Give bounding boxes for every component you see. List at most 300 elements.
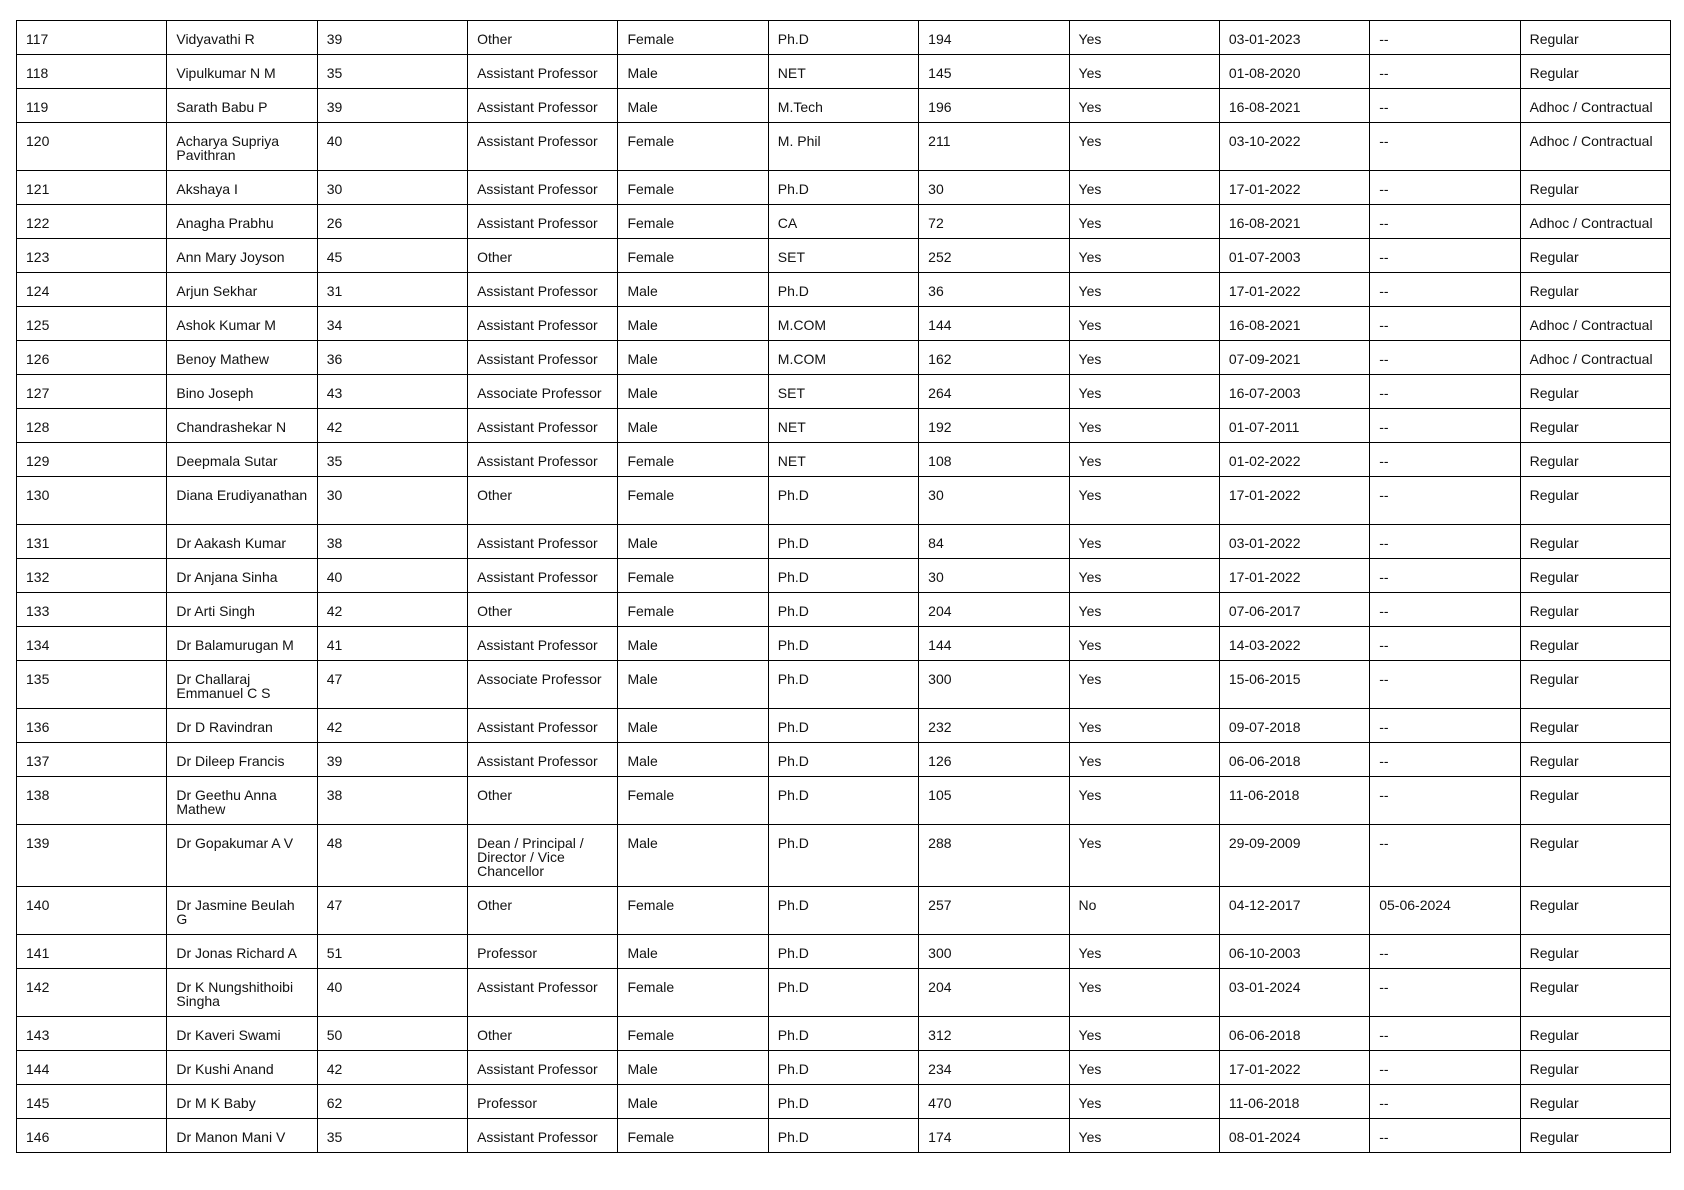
cell-currently-working: Yes — [1069, 239, 1219, 273]
cell-designation: Dean / Principal / Director / Vice Chancellor — [468, 825, 618, 887]
table-row — [17, 743, 1671, 777]
cell-currently-working: Yes — [1069, 743, 1219, 777]
table-row — [17, 477, 1671, 525]
cell-leaving-date: -- — [1370, 307, 1520, 341]
cell-name: Dr Jasmine Beulah G — [167, 887, 317, 935]
cell-age: 42 — [317, 593, 467, 627]
cell-gender: Male — [618, 709, 768, 743]
cell-joining-date: 16-08-2021 — [1219, 89, 1369, 123]
faculty-table-body — [17, 21, 1671, 1153]
cell-age: 39 — [317, 743, 467, 777]
cell-experience-months: 232 — [919, 709, 1069, 743]
cell-joining-date: 03-01-2023 — [1219, 21, 1369, 55]
table-row — [17, 935, 1671, 969]
cell-designation: Associate Professor — [468, 375, 618, 409]
cell-leaving-date: -- — [1370, 1017, 1520, 1051]
cell-name: Acharya Supriya Pavithran — [167, 123, 317, 171]
document-page — [16, 20, 1670, 1153]
cell-gender: Female — [618, 171, 768, 205]
table-row — [17, 593, 1671, 627]
cell-currently-working: Yes — [1069, 559, 1219, 593]
cell-name: Ann Mary Joyson — [167, 239, 317, 273]
cell-name: Ashok Kumar M — [167, 307, 317, 341]
cell-currently-working: Yes — [1069, 171, 1219, 205]
cell-currently-working: Yes — [1069, 123, 1219, 171]
cell-age: 47 — [317, 887, 467, 935]
cell-currently-working: Yes — [1069, 341, 1219, 375]
cell-gender: Male — [618, 409, 768, 443]
cell-experience-months: 30 — [919, 171, 1069, 205]
cell-appointment-type: Regular — [1520, 969, 1670, 1017]
cell-designation: Assistant Professor — [468, 409, 618, 443]
cell-qualification: Ph.D — [768, 273, 918, 307]
cell-qualification: Ph.D — [768, 1119, 918, 1153]
table-row — [17, 709, 1671, 743]
cell-designation: Assistant Professor — [468, 969, 618, 1017]
cell-currently-working: Yes — [1069, 709, 1219, 743]
table-row — [17, 525, 1671, 559]
cell-appointment-type: Regular — [1520, 661, 1670, 709]
cell-qualification: Ph.D — [768, 477, 918, 525]
cell-name: Dr Gopakumar A V — [167, 825, 317, 887]
table-row — [17, 239, 1671, 273]
cell-joining-date: 03-10-2022 — [1219, 123, 1369, 171]
cell-gender: Male — [618, 627, 768, 661]
cell-serial-no: 146 — [17, 1119, 167, 1153]
faculty-table — [16, 20, 1671, 1153]
cell-experience-months: 145 — [919, 55, 1069, 89]
cell-currently-working: Yes — [1069, 55, 1219, 89]
cell-age: 42 — [317, 709, 467, 743]
cell-experience-months: 144 — [919, 627, 1069, 661]
cell-gender: Male — [618, 1085, 768, 1119]
cell-serial-no: 139 — [17, 825, 167, 887]
cell-qualification: M.Tech — [768, 89, 918, 123]
cell-name: Dr Challaraj Emmanuel C S — [167, 661, 317, 709]
cell-leaving-date: -- — [1370, 273, 1520, 307]
cell-qualification: M.COM — [768, 307, 918, 341]
table-row — [17, 375, 1671, 409]
cell-age: 35 — [317, 55, 467, 89]
cell-serial-no: 129 — [17, 443, 167, 477]
cell-experience-months: 30 — [919, 477, 1069, 525]
cell-qualification: SET — [768, 239, 918, 273]
table-row — [17, 1051, 1671, 1085]
cell-experience-months: 204 — [919, 969, 1069, 1017]
cell-qualification: Ph.D — [768, 709, 918, 743]
cell-joining-date: 03-01-2024 — [1219, 969, 1369, 1017]
table-row — [17, 559, 1671, 593]
cell-gender: Female — [618, 559, 768, 593]
cell-qualification: Ph.D — [768, 743, 918, 777]
cell-leaving-date: -- — [1370, 559, 1520, 593]
cell-experience-months: 204 — [919, 593, 1069, 627]
table-row — [17, 627, 1671, 661]
cell-appointment-type: Regular — [1520, 1085, 1670, 1119]
table-row — [17, 409, 1671, 443]
cell-age: 42 — [317, 409, 467, 443]
cell-joining-date: 11-06-2018 — [1219, 777, 1369, 825]
cell-designation: Assistant Professor — [468, 1051, 618, 1085]
cell-gender: Female — [618, 21, 768, 55]
cell-age: 45 — [317, 239, 467, 273]
cell-appointment-type: Regular — [1520, 171, 1670, 205]
cell-leaving-date: -- — [1370, 171, 1520, 205]
cell-age: 38 — [317, 525, 467, 559]
cell-serial-no: 141 — [17, 935, 167, 969]
cell-designation: Assistant Professor — [468, 443, 618, 477]
cell-designation: Assistant Professor — [468, 307, 618, 341]
cell-designation: Assistant Professor — [468, 273, 618, 307]
cell-designation: Assistant Professor — [468, 743, 618, 777]
cell-leaving-date: -- — [1370, 341, 1520, 375]
cell-experience-months: 288 — [919, 825, 1069, 887]
cell-gender: Female — [618, 123, 768, 171]
cell-experience-months: 196 — [919, 89, 1069, 123]
cell-experience-months: 105 — [919, 777, 1069, 825]
cell-leaving-date: -- — [1370, 21, 1520, 55]
cell-currently-working: Yes — [1069, 593, 1219, 627]
cell-gender: Female — [618, 239, 768, 273]
cell-leaving-date: -- — [1370, 969, 1520, 1017]
cell-serial-no: 134 — [17, 627, 167, 661]
cell-joining-date: 01-02-2022 — [1219, 443, 1369, 477]
cell-age: 40 — [317, 559, 467, 593]
cell-currently-working: Yes — [1069, 935, 1219, 969]
cell-currently-working: Yes — [1069, 969, 1219, 1017]
cell-experience-months: 192 — [919, 409, 1069, 443]
cell-appointment-type: Adhoc / Contractual — [1520, 123, 1670, 171]
cell-designation: Assistant Professor — [468, 709, 618, 743]
cell-qualification: Ph.D — [768, 627, 918, 661]
cell-appointment-type: Regular — [1520, 887, 1670, 935]
cell-leaving-date: -- — [1370, 409, 1520, 443]
cell-designation: Associate Professor — [468, 661, 618, 709]
cell-name: Anagha Prabhu — [167, 205, 317, 239]
cell-leaving-date: -- — [1370, 55, 1520, 89]
cell-qualification: Ph.D — [768, 661, 918, 709]
cell-age: 40 — [317, 123, 467, 171]
cell-designation: Assistant Professor — [468, 205, 618, 239]
cell-age: 35 — [317, 443, 467, 477]
cell-currently-working: Yes — [1069, 205, 1219, 239]
cell-leaving-date: -- — [1370, 477, 1520, 525]
cell-gender: Male — [618, 341, 768, 375]
cell-gender: Female — [618, 477, 768, 525]
cell-age: 48 — [317, 825, 467, 887]
cell-currently-working: Yes — [1069, 375, 1219, 409]
cell-joining-date: 09-07-2018 — [1219, 709, 1369, 743]
cell-serial-no: 118 — [17, 55, 167, 89]
cell-currently-working: Yes — [1069, 1085, 1219, 1119]
cell-experience-months: 36 — [919, 273, 1069, 307]
cell-qualification: Ph.D — [768, 21, 918, 55]
cell-joining-date: 17-01-2022 — [1219, 559, 1369, 593]
cell-currently-working: Yes — [1069, 1119, 1219, 1153]
cell-currently-working: Yes — [1069, 1017, 1219, 1051]
cell-age: 50 — [317, 1017, 467, 1051]
cell-serial-no: 143 — [17, 1017, 167, 1051]
table-row — [17, 1085, 1671, 1119]
cell-name: Dr D Ravindran — [167, 709, 317, 743]
cell-designation: Assistant Professor — [468, 341, 618, 375]
cell-qualification: Ph.D — [768, 825, 918, 887]
cell-age: 41 — [317, 627, 467, 661]
cell-gender: Male — [618, 525, 768, 559]
cell-name: Dr Manon Mani V — [167, 1119, 317, 1153]
cell-appointment-type: Regular — [1520, 777, 1670, 825]
table-row — [17, 887, 1671, 935]
cell-age: 62 — [317, 1085, 467, 1119]
cell-serial-no: 138 — [17, 777, 167, 825]
cell-serial-no: 131 — [17, 525, 167, 559]
cell-experience-months: 252 — [919, 239, 1069, 273]
cell-designation: Assistant Professor — [468, 123, 618, 171]
cell-gender: Male — [618, 89, 768, 123]
cell-name: Dr Dileep Francis — [167, 743, 317, 777]
cell-leaving-date: -- — [1370, 825, 1520, 887]
cell-currently-working: Yes — [1069, 273, 1219, 307]
table-row — [17, 1017, 1671, 1051]
cell-joining-date: 08-01-2024 — [1219, 1119, 1369, 1153]
cell-serial-no: 126 — [17, 341, 167, 375]
cell-leaving-date: -- — [1370, 205, 1520, 239]
cell-age: 36 — [317, 341, 467, 375]
cell-currently-working: Yes — [1069, 627, 1219, 661]
cell-designation: Assistant Professor — [468, 525, 618, 559]
cell-joining-date: 11-06-2018 — [1219, 1085, 1369, 1119]
cell-name: Sarath Babu P — [167, 89, 317, 123]
cell-age: 42 — [317, 1051, 467, 1085]
cell-appointment-type: Regular — [1520, 273, 1670, 307]
cell-serial-no: 120 — [17, 123, 167, 171]
cell-currently-working: Yes — [1069, 661, 1219, 709]
cell-currently-working: Yes — [1069, 477, 1219, 525]
cell-age: 30 — [317, 477, 467, 525]
cell-appointment-type: Regular — [1520, 825, 1670, 887]
cell-appointment-type: Regular — [1520, 409, 1670, 443]
cell-designation: Professor — [468, 1085, 618, 1119]
cell-age: 31 — [317, 273, 467, 307]
cell-appointment-type: Adhoc / Contractual — [1520, 341, 1670, 375]
cell-gender: Male — [618, 273, 768, 307]
cell-appointment-type: Regular — [1520, 593, 1670, 627]
cell-experience-months: 300 — [919, 661, 1069, 709]
cell-qualification: CA — [768, 205, 918, 239]
table-row — [17, 171, 1671, 205]
cell-designation: Assistant Professor — [468, 559, 618, 593]
cell-age: 35 — [317, 1119, 467, 1153]
cell-currently-working: Yes — [1069, 443, 1219, 477]
cell-name: Akshaya I — [167, 171, 317, 205]
cell-experience-months: 174 — [919, 1119, 1069, 1153]
cell-experience-months: 211 — [919, 123, 1069, 171]
cell-joining-date: 16-08-2021 — [1219, 307, 1369, 341]
cell-name: Dr Aakash Kumar — [167, 525, 317, 559]
cell-gender: Male — [618, 55, 768, 89]
cell-name: Vipulkumar N M — [167, 55, 317, 89]
cell-joining-date: 16-08-2021 — [1219, 205, 1369, 239]
cell-experience-months: 84 — [919, 525, 1069, 559]
cell-gender: Male — [618, 375, 768, 409]
cell-name: Dr Jonas Richard A — [167, 935, 317, 969]
cell-leaving-date: 05-06-2024 — [1370, 887, 1520, 935]
cell-joining-date: 03-01-2022 — [1219, 525, 1369, 559]
cell-joining-date: 17-01-2022 — [1219, 273, 1369, 307]
cell-appointment-type: Regular — [1520, 1017, 1670, 1051]
cell-serial-no: 121 — [17, 171, 167, 205]
cell-qualification: Ph.D — [768, 935, 918, 969]
cell-qualification: Ph.D — [768, 1085, 918, 1119]
cell-leaving-date: -- — [1370, 89, 1520, 123]
cell-name: Arjun Sekhar — [167, 273, 317, 307]
cell-serial-no: 145 — [17, 1085, 167, 1119]
cell-gender: Male — [618, 1051, 768, 1085]
cell-serial-no: 124 — [17, 273, 167, 307]
cell-currently-working: Yes — [1069, 307, 1219, 341]
cell-serial-no: 127 — [17, 375, 167, 409]
cell-leaving-date: -- — [1370, 593, 1520, 627]
cell-qualification: Ph.D — [768, 525, 918, 559]
cell-serial-no: 119 — [17, 89, 167, 123]
cell-joining-date: 06-06-2018 — [1219, 743, 1369, 777]
cell-appointment-type: Regular — [1520, 709, 1670, 743]
cell-joining-date: 01-07-2011 — [1219, 409, 1369, 443]
cell-designation: Assistant Professor — [468, 171, 618, 205]
cell-joining-date: 06-06-2018 — [1219, 1017, 1369, 1051]
cell-leaving-date: -- — [1370, 627, 1520, 661]
cell-experience-months: 257 — [919, 887, 1069, 935]
cell-name: Diana Erudiyanathan — [167, 477, 317, 525]
cell-serial-no: 128 — [17, 409, 167, 443]
cell-joining-date: 15-06-2015 — [1219, 661, 1369, 709]
cell-experience-months: 264 — [919, 375, 1069, 409]
cell-gender: Female — [618, 1017, 768, 1051]
table-row — [17, 273, 1671, 307]
cell-serial-no: 137 — [17, 743, 167, 777]
cell-joining-date: 14-03-2022 — [1219, 627, 1369, 661]
cell-age: 51 — [317, 935, 467, 969]
cell-serial-no: 135 — [17, 661, 167, 709]
cell-experience-months: 126 — [919, 743, 1069, 777]
cell-qualification: Ph.D — [768, 887, 918, 935]
cell-name: Dr Arti Singh — [167, 593, 317, 627]
cell-experience-months: 72 — [919, 205, 1069, 239]
cell-appointment-type: Regular — [1520, 559, 1670, 593]
cell-age: 26 — [317, 205, 467, 239]
cell-age: 30 — [317, 171, 467, 205]
cell-qualification: SET — [768, 375, 918, 409]
cell-qualification: Ph.D — [768, 777, 918, 825]
cell-currently-working: Yes — [1069, 825, 1219, 887]
cell-joining-date: 01-07-2003 — [1219, 239, 1369, 273]
cell-appointment-type: Regular — [1520, 627, 1670, 661]
cell-age: 40 — [317, 969, 467, 1017]
cell-experience-months: 300 — [919, 935, 1069, 969]
cell-serial-no: 122 — [17, 205, 167, 239]
cell-appointment-type: Regular — [1520, 477, 1670, 525]
table-row — [17, 825, 1671, 887]
cell-serial-no: 140 — [17, 887, 167, 935]
cell-qualification: NET — [768, 55, 918, 89]
cell-appointment-type: Regular — [1520, 375, 1670, 409]
cell-age: 38 — [317, 777, 467, 825]
cell-serial-no: 130 — [17, 477, 167, 525]
cell-name: Vidyavathi R — [167, 21, 317, 55]
cell-qualification: Ph.D — [768, 171, 918, 205]
table-row — [17, 661, 1671, 709]
cell-name: Dr K Nungshithoibi Singha — [167, 969, 317, 1017]
cell-gender: Male — [618, 661, 768, 709]
cell-experience-months: 108 — [919, 443, 1069, 477]
cell-leaving-date: -- — [1370, 935, 1520, 969]
cell-appointment-type: Regular — [1520, 21, 1670, 55]
cell-designation: Assistant Professor — [468, 1119, 618, 1153]
cell-currently-working: Yes — [1069, 89, 1219, 123]
cell-experience-months: 470 — [919, 1085, 1069, 1119]
cell-name: Deepmala Sutar — [167, 443, 317, 477]
cell-designation: Other — [468, 477, 618, 525]
cell-designation: Assistant Professor — [468, 55, 618, 89]
cell-gender: Male — [618, 307, 768, 341]
cell-name: Bino Joseph — [167, 375, 317, 409]
cell-leaving-date: -- — [1370, 661, 1520, 709]
cell-appointment-type: Regular — [1520, 1051, 1670, 1085]
cell-appointment-type: Adhoc / Contractual — [1520, 89, 1670, 123]
table-row — [17, 443, 1671, 477]
cell-leaving-date: -- — [1370, 1119, 1520, 1153]
cell-serial-no: 144 — [17, 1051, 167, 1085]
cell-designation: Assistant Professor — [468, 89, 618, 123]
cell-joining-date: 07-06-2017 — [1219, 593, 1369, 627]
cell-joining-date: 17-01-2022 — [1219, 171, 1369, 205]
cell-age: 47 — [317, 661, 467, 709]
cell-joining-date: 04-12-2017 — [1219, 887, 1369, 935]
cell-appointment-type: Regular — [1520, 239, 1670, 273]
cell-currently-working: No — [1069, 887, 1219, 935]
cell-leaving-date: -- — [1370, 743, 1520, 777]
cell-gender: Male — [618, 825, 768, 887]
table-row — [17, 89, 1671, 123]
cell-leaving-date: -- — [1370, 1051, 1520, 1085]
cell-joining-date: 17-01-2022 — [1219, 477, 1369, 525]
table-row — [17, 1119, 1671, 1153]
cell-experience-months: 312 — [919, 1017, 1069, 1051]
cell-currently-working: Yes — [1069, 777, 1219, 825]
cell-gender: Female — [618, 887, 768, 935]
cell-gender: Male — [618, 743, 768, 777]
cell-gender: Female — [618, 593, 768, 627]
cell-designation: Other — [468, 593, 618, 627]
cell-designation: Other — [468, 21, 618, 55]
table-row — [17, 205, 1671, 239]
cell-designation: Other — [468, 239, 618, 273]
cell-leaving-date: -- — [1370, 239, 1520, 273]
cell-serial-no: 136 — [17, 709, 167, 743]
cell-appointment-type: Regular — [1520, 743, 1670, 777]
cell-qualification: Ph.D — [768, 969, 918, 1017]
cell-age: 39 — [317, 21, 467, 55]
cell-designation: Other — [468, 777, 618, 825]
cell-leaving-date: -- — [1370, 1085, 1520, 1119]
cell-qualification: Ph.D — [768, 1017, 918, 1051]
cell-name: Benoy Mathew — [167, 341, 317, 375]
cell-name: Dr Geethu Anna Mathew — [167, 777, 317, 825]
table-row — [17, 307, 1671, 341]
cell-appointment-type: Regular — [1520, 443, 1670, 477]
cell-serial-no: 133 — [17, 593, 167, 627]
cell-serial-no: 125 — [17, 307, 167, 341]
